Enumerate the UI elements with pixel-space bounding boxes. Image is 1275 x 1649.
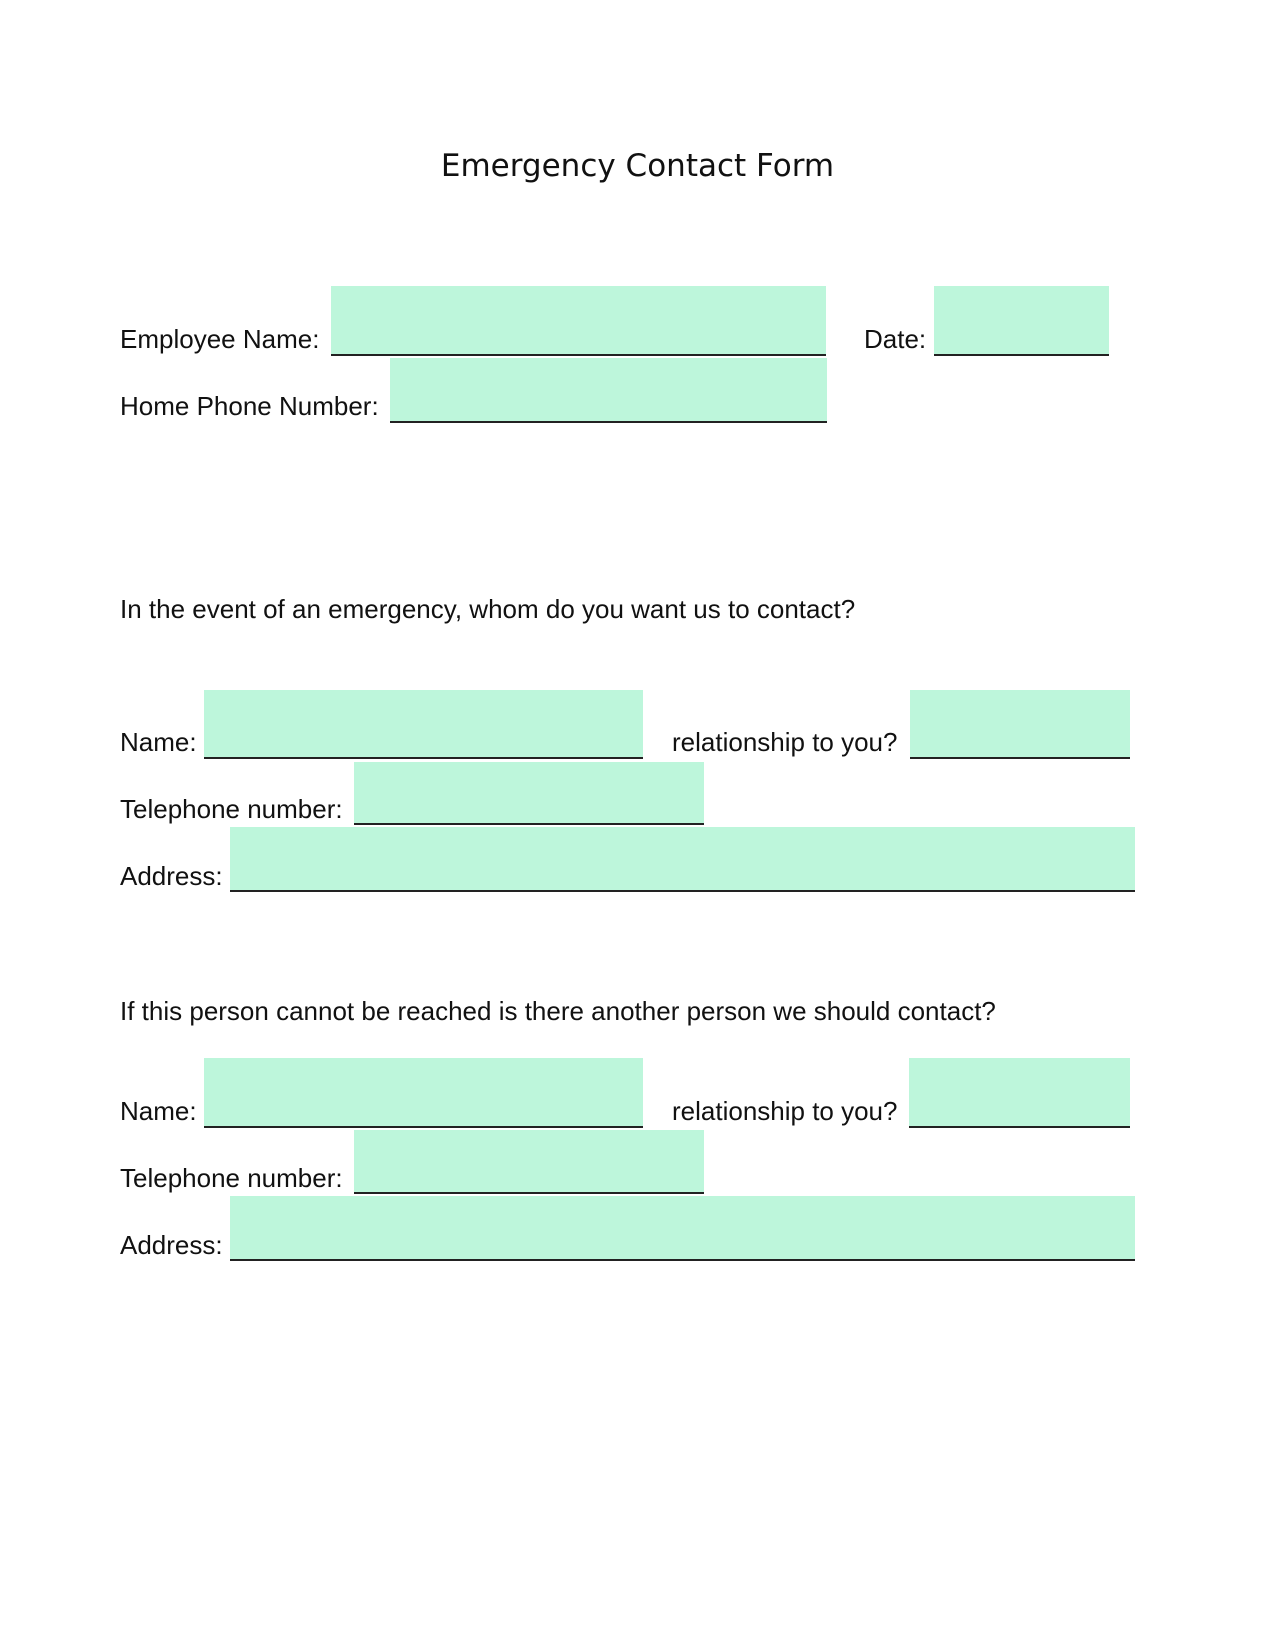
emergency-contact-prompt: In the event of an emergency, whom do you want us to contact?	[120, 594, 856, 624]
date-label: Date:	[864, 324, 927, 354]
date-field[interactable]	[934, 286, 1109, 356]
contact2-relationship-label: relationship to you?	[672, 1096, 898, 1126]
home-phone-label: Home Phone Number:	[120, 391, 379, 421]
contact1-telephone-label: Telephone number:	[120, 794, 343, 824]
employee-name-label: Employee Name:	[120, 324, 320, 354]
contact2-telephone-field[interactable]	[354, 1130, 704, 1194]
employee-name-field[interactable]	[331, 286, 826, 356]
contact1-address-field[interactable]	[230, 827, 1135, 892]
contact2-name-field[interactable]	[204, 1058, 643, 1128]
contact2-relationship-field[interactable]	[909, 1058, 1130, 1128]
contact2-address-field[interactable]	[230, 1196, 1135, 1261]
form-title: Emergency Contact Form	[440, 148, 835, 184]
contact1-name-field[interactable]	[204, 690, 643, 759]
contact1-address-label: Address:	[120, 861, 223, 891]
contact1-name-label: Name:	[120, 727, 197, 757]
alternate-contact-prompt: If this person cannot be reached is there another person we should contact?	[120, 996, 996, 1026]
contact2-address-label: Address:	[120, 1230, 223, 1260]
contact1-relationship-field[interactable]	[910, 690, 1130, 759]
home-phone-field[interactable]	[390, 358, 827, 423]
contact2-name-label: Name:	[120, 1096, 197, 1126]
contact1-relationship-label: relationship to you?	[672, 727, 898, 757]
contact2-telephone-label: Telephone number:	[120, 1163, 343, 1193]
contact1-telephone-field[interactable]	[354, 762, 704, 825]
